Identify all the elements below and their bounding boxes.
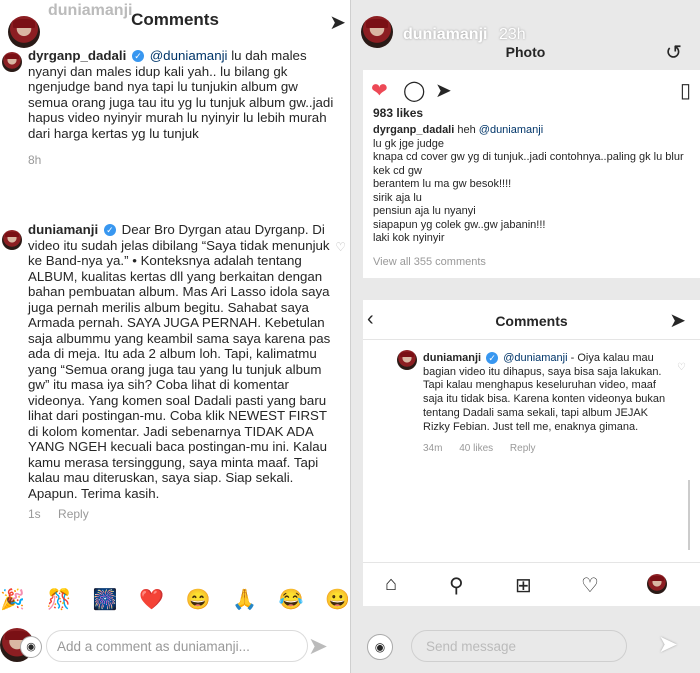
laughing-icon[interactable]: 😂 <box>278 588 304 611</box>
comment-text: lu dah males nyanyi dan males idup kali yah.. lu bilang gk ngenjudge band nya tapi lu tunjukin album gw semua orang juga tau itu yg lu tunjuk album gw..jadi hapus video nyinyir murah lu nyinyir lu lebih murah dari harga kertas yg lu tunjuk <box>28 48 334 141</box>
story-username[interactable]: duniamanji <box>48 2 133 19</box>
message-input-bar <box>351 624 700 668</box>
comments-header <box>363 300 700 340</box>
comment-text: - Oiya kalau mau bagian video itu dihapus, saya bisa saja lakukan. Tapi kalau menghapus keseluruhan video, maaf saja itu tidak bisa. Karena konten videonya bukan tentang Dadali sama sekali, tapi album JEJAK Rizky Febian. Just tell me, enaknya gimana. <box>423 352 666 433</box>
home-icon[interactable]: ⌂ <box>385 573 398 595</box>
comment-time: 34m <box>423 443 443 455</box>
photo-header <box>351 0 700 70</box>
avatar[interactable] <box>397 350 417 370</box>
right-panel <box>351 0 700 673</box>
caption-line: sirik aja lu <box>373 191 422 204</box>
comment-input-bar <box>0 624 350 668</box>
like-comment-icon[interactable]: ♡ <box>677 362 686 373</box>
share-icon[interactable]: ➤ <box>435 80 452 102</box>
post-card <box>363 70 700 278</box>
caption-line: siapapun yg colek gw..gw jabanin!!! <box>373 218 546 231</box>
view-all-comments-link[interactable]: View all 355 comments <box>373 256 486 268</box>
scrollbar[interactable] <box>688 480 690 550</box>
comment-text: Dear Bro Dyrgan atau Dyrganp. Di video itu sudah jelas dibilang “Saya tidak menunjuk ke Band-nya ya.” • Konteksnya adalah tentang ALBUM, kualitas kertas dll yang berkaitan dengan bahan pembuatan album. Mas Ari Lasso idola saya juga pernah merilis album begitu. Sahabat saya Armada pernah. SAYA JUGA PERNAH. Kebetulan saja albummu yang keambil sama saya karena pas ada di meja. Itu ada 2 album loh. Tapi, kalimatmu yang “Semua orang juga tau yang lu tunjuk album gw” itu masa iya sih? Coba lihat di komentar videonya. Yang komen soal Dadali pasti yang baru lihat dari postingan-mu. Coba klik NEWEST FIRST di kolom komentar. Jadi sebenarnya TIDAK ADA YANG NGEH kecuali baca postingan-mu ini. Kalau kamu merasa tersinggung, saya minta maaf. Tapi kalau mau diteruskan, saya siap. Siap sekali. Apapun. Terima kasih. <box>28 222 331 501</box>
caption-line: laki kok nyinyir <box>373 232 445 244</box>
caption-line: lu gk jge judge <box>373 137 444 150</box>
party-popper-icon[interactable]: 🎉 <box>0 588 25 611</box>
comment-meta <box>28 153 336 169</box>
send-icon[interactable]: ➤ <box>669 310 686 332</box>
post-caption <box>373 124 695 246</box>
caption-mention[interactable]: @duniamanji <box>478 124 544 136</box>
confetti-icon[interactable]: 🎊 <box>46 588 72 611</box>
like-comment-icon[interactable]: ♡ <box>335 240 346 254</box>
comment-username[interactable]: duniamanji <box>423 352 482 364</box>
avatar[interactable] <box>2 52 22 72</box>
camera-icon[interactable]: ◉ <box>20 636 42 658</box>
comment-username[interactable]: dyrganp_dadali <box>28 48 127 63</box>
comment-icon[interactable]: ◯ <box>403 80 426 102</box>
bookmark-icon[interactable]: ▯ <box>679 80 691 102</box>
comment-list <box>363 340 700 562</box>
caption-username[interactable]: dyrganp_dadali <box>373 124 455 136</box>
refresh-icon[interactable]: ↺ <box>665 42 682 64</box>
verified-icon: ✓ <box>486 352 498 364</box>
comment-body <box>28 222 336 523</box>
comment-time: 8h <box>28 153 42 167</box>
verified-icon: ✓ <box>104 224 116 236</box>
like-count[interactable]: 983 likes <box>373 106 424 120</box>
back-icon[interactable]: ‹ <box>367 308 374 330</box>
verified-icon: ✓ <box>132 50 144 62</box>
reply-button[interactable]: Reply <box>58 507 89 521</box>
comment-mention[interactable]: @duniamanji <box>149 48 228 63</box>
caption-line: knapa cd cover gw yg di tunjuk..jadi contohnya..paling gk lu blur kek cd gw <box>373 151 684 177</box>
send-icon[interactable]: ➤ <box>329 12 346 34</box>
activity-icon[interactable]: ♡ <box>581 575 599 597</box>
comment-likes[interactable]: 40 likes <box>459 443 494 455</box>
page-title: Photo <box>505 44 546 60</box>
comment-mention[interactable]: @duniamanji <box>503 352 568 364</box>
smile-icon[interactable]: 😄 <box>185 588 211 611</box>
page-title: Comments <box>131 10 219 29</box>
bottom-nav <box>363 562 700 606</box>
profile-avatar[interactable] <box>647 574 667 594</box>
comment-body <box>28 48 336 169</box>
heart-icon[interactable]: ❤ <box>371 80 388 102</box>
caption-line: berantem lu ma gw besok!!!! <box>373 178 512 190</box>
caption-prefix: heh <box>457 124 476 136</box>
add-post-icon[interactable]: ⊞ <box>515 575 532 597</box>
comment-meta <box>423 442 673 456</box>
message-input[interactable]: Send message <box>411 630 627 662</box>
search-icon[interactable]: ⚲ <box>449 575 464 597</box>
caption-line: pensiun aja lu nyanyi <box>373 205 476 217</box>
pray-icon[interactable]: 🙏 <box>232 588 258 611</box>
fireworks-icon[interactable]: 🎆 <box>92 588 118 611</box>
grin-icon[interactable]: 😀 <box>325 588 350 611</box>
comment-input[interactable]: Add a comment as duniamanji... <box>46 630 308 662</box>
comment-time: 1s <box>28 507 41 521</box>
camera-icon[interactable]: ◉ <box>367 634 393 660</box>
story-time: 23h <box>499 26 526 43</box>
reply-button[interactable]: Reply <box>509 443 536 455</box>
comment-meta <box>28 507 336 523</box>
comment-username[interactable]: duniamanji <box>28 222 99 237</box>
comments-title: Comments <box>495 313 568 329</box>
comment-body <box>423 352 673 456</box>
emoji-bar <box>0 584 350 614</box>
comments-header <box>0 0 350 42</box>
send-icon[interactable]: ➤ <box>307 633 328 660</box>
heart-icon[interactable]: ❤️ <box>139 588 165 611</box>
post-actions <box>371 78 691 100</box>
avatar[interactable] <box>2 230 22 250</box>
story-username[interactable]: duniamanji <box>403 26 488 43</box>
send-icon[interactable]: ➤ <box>657 631 678 658</box>
